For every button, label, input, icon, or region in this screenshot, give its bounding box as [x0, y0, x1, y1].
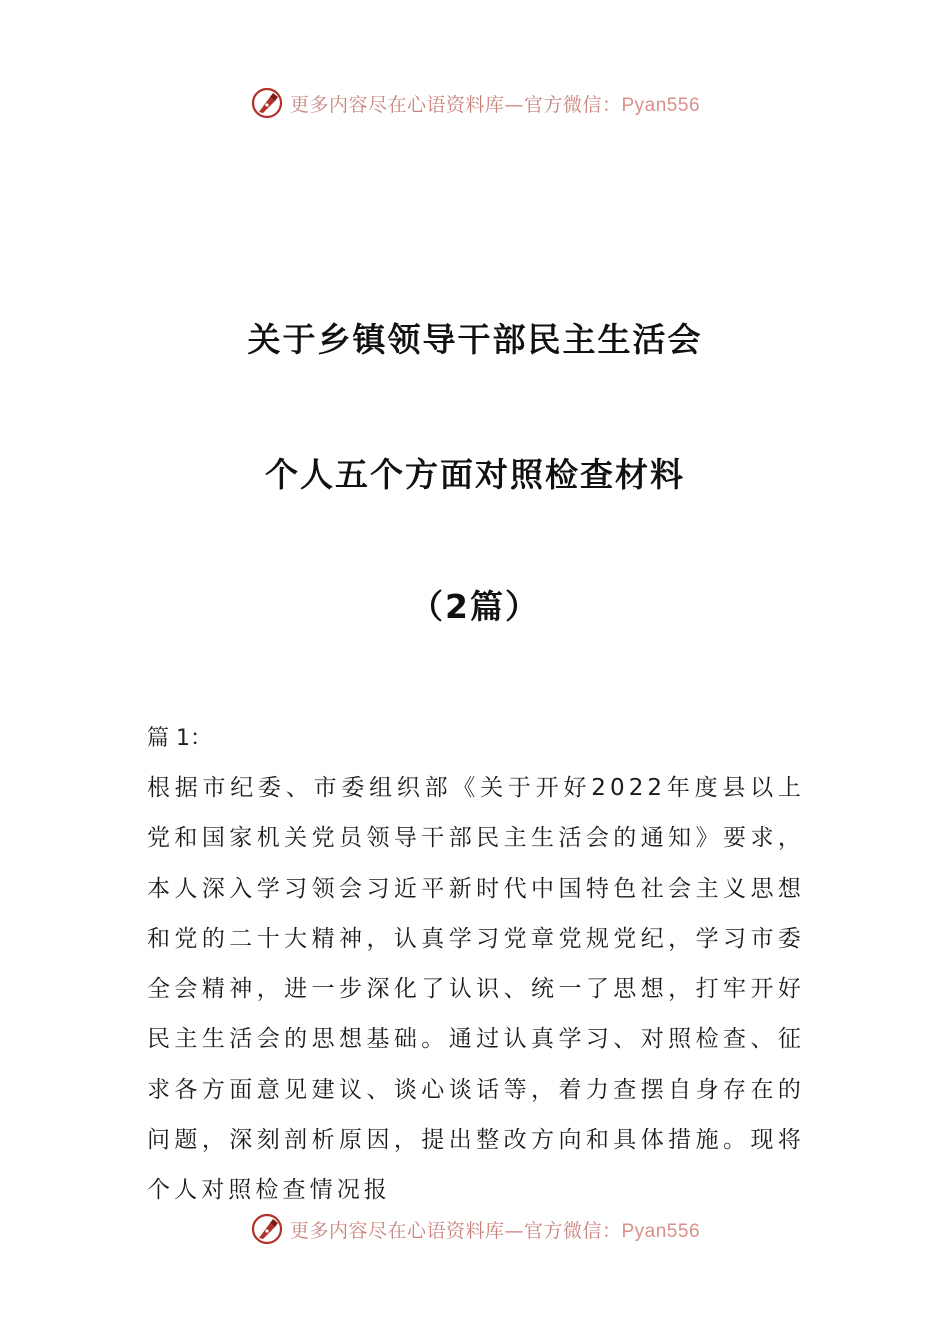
banner-promo-text: 更多内容尽在心语资料库—官方微信： [289, 93, 622, 116]
document-title-line-2: 个人五个方面对照检查材料 [265, 455, 685, 494]
pen-nib-logo-icon [250, 1212, 284, 1246]
pen-nib-logo-icon [250, 86, 284, 120]
wechat-id: Pyan556 [621, 94, 701, 116]
banner-promo-text: 更多内容尽在心语资料库—官方微信： [289, 1219, 622, 1242]
wechat-id: Pyan556 [621, 1220, 701, 1242]
footer-watermark-banner [0, 1209, 950, 1249]
banner-text [290, 1216, 700, 1243]
header-watermark-banner [0, 83, 950, 123]
document-title-line-1: 关于乡镇领导干部民主生活会 [247, 320, 703, 359]
banner-text [290, 90, 700, 117]
document-title-line-3: （2篇） [410, 587, 540, 626]
section-body-paragraph: 根据市纪委、市委组织部《关于开好2022年度县以上党和国家机关党员领导干部民主生活会的通知》要求，本人深入学习领会习近平新时代中国特色社会主义思想和党的二十大精神，认真学习党章党规党纪，学习市委全会精神，进一步深化了认识、统一了思想，打牢开好民主生活会的思想基础。通过认真学习、对照检查、征求各方面意见建议、谈心谈话等，着力查摆自身存在的问题，深刻剖析原因，提出整改方向和具体措施。现将个人对照检查情况报 [147, 775, 805, 1204]
section-label: 篇 1： [147, 726, 212, 751]
